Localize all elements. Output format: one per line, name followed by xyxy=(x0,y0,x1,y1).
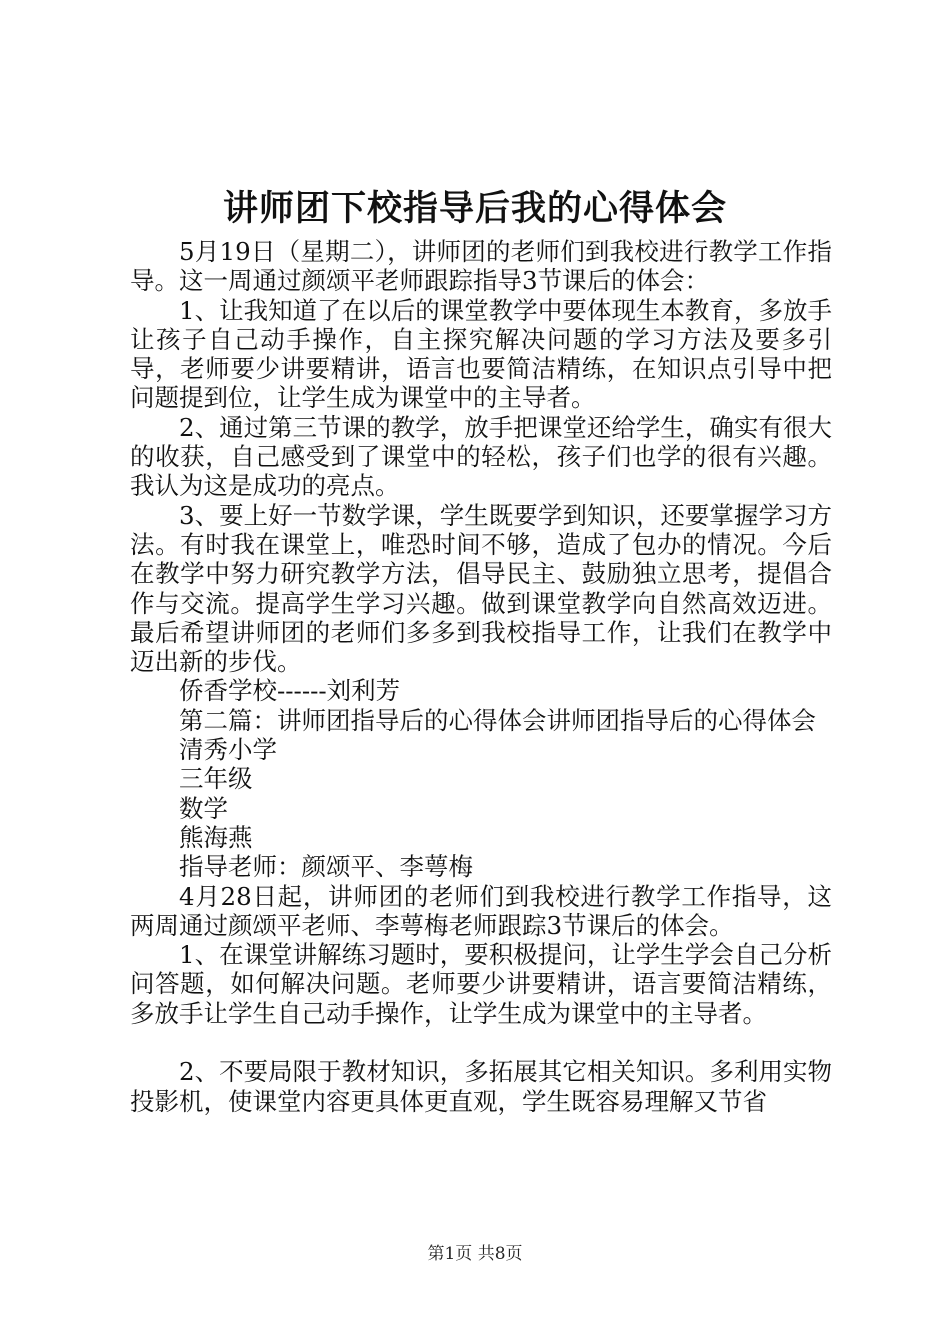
paragraph-point-1: 1、让我知道了在以后的课堂教学中要体现生本教育，多放手让孩子自己动手操作，自主探究解决问题的学习方法及要多引导，老师要少讲要精讲，语言也要简洁精练，在知识点引导中把问题提到位，让学生成为课堂中的主导者。 xyxy=(130,295,832,413)
author-signature: 侨香学校------刘利芳 xyxy=(179,676,401,706)
paragraph-point-3: 3、要上好一节数学课，学生既要学到知识，还要掌握学习方法。有时我在课堂上，唯恐时间不够，造成了包办的情况。今后在教学中努力研究教学方法，倡导民主、鼓励独立思考，提倡合作与交流。提高学生学习兴趣。做到课堂教学向自然高效迈进。最后希望讲师团的老师们多多到我校指导工作，让我们在教学中迈出新的步伐。 xyxy=(130,500,832,677)
paragraph-intro-2: 4月28日起，讲师团的老师们到我校进行教学工作指导，这两周通过颜颂平老师、李萼梅老师跟踪3节课后的体会。 xyxy=(130,881,832,940)
document-title: 讲师团下校指导后我的心得体会 xyxy=(222,188,727,229)
mentor-teachers: 指导老师：颜颂平、李萼梅 xyxy=(179,852,473,882)
paragraph-intro: 5月19日（星期二），讲师团的老师们到我校进行教学工作指导。这一周通过颜颂平老师跟踪指导3节课后的体会： xyxy=(130,237,832,296)
author-name: 熊海燕 xyxy=(179,822,253,852)
paragraph-point-1b: 1、在课堂讲解练习题时，要积极提问，让学生学会自己分析问答题，如何解决问题。老师要少讲要精讲，语言要简洁精练，多放手让学生自己动手操作，让学生成为课堂中的主导者。 xyxy=(130,940,832,1028)
grade-label: 三年级 xyxy=(179,764,253,794)
document-body xyxy=(130,237,832,1116)
school-name: 清秀小学 xyxy=(179,735,277,765)
second-article-heading: 第二篇：讲师团指导后的心得体会讲师团指导后的心得体会 xyxy=(179,705,816,735)
page-indicator: 第1页 共8页 xyxy=(427,1244,523,1264)
paragraph-point-2: 2、通过第三节课的教学，放手把课堂还给学生，确实有很大的收获，自己感受到了课堂中的轻松，孩子们也学的很有兴趣。我认为这是成功的亮点。 xyxy=(130,412,832,501)
blank-line xyxy=(130,1028,832,1057)
subject-label: 数学 xyxy=(179,793,228,823)
paragraph-point-2b: 2、不要局限于教材知识，多拓展其它相关知识。多利用实物投影机，使课堂内容更具体更直观，学生既容易理解又节省 xyxy=(130,1057,832,1116)
